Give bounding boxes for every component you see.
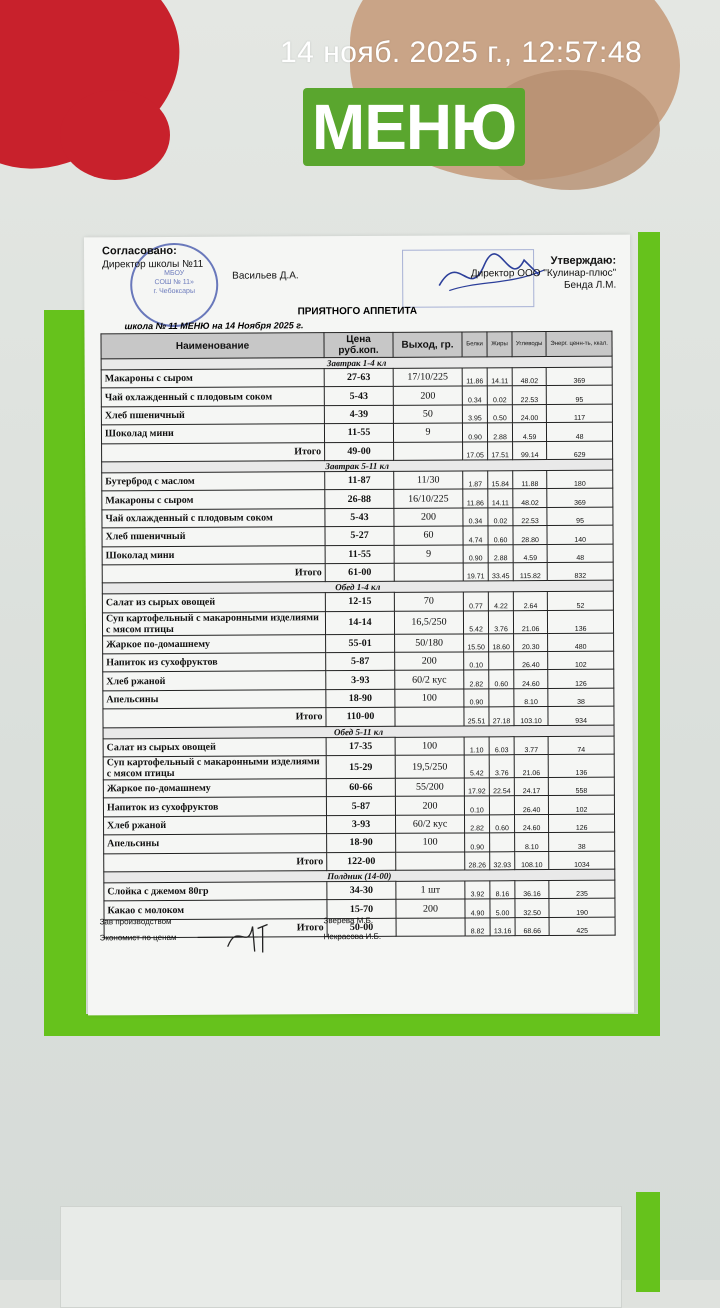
row-output: 55/200 xyxy=(395,778,464,797)
row-fat xyxy=(490,833,515,852)
row-energy: 480 xyxy=(548,633,614,652)
table-row xyxy=(102,610,613,636)
row-protein: 25.51 xyxy=(464,707,489,726)
table-row xyxy=(103,670,614,691)
table-row xyxy=(102,591,613,612)
col-energy: Энерг. ценн-ть, ккал. xyxy=(546,331,612,356)
row-fat: 0.60 xyxy=(488,526,513,545)
table-row xyxy=(102,489,613,510)
menu-table xyxy=(100,331,615,942)
table-row xyxy=(103,814,614,835)
row-price: 5-43 xyxy=(325,508,394,527)
row-price: 12-15 xyxy=(325,593,394,612)
row-price: 11-87 xyxy=(325,471,394,490)
row-price: 61-00 xyxy=(325,563,394,582)
row-fat xyxy=(489,652,514,671)
frame-right xyxy=(638,232,660,1036)
row-price: 5-43 xyxy=(324,387,393,406)
row-price: 49-00 xyxy=(325,442,394,461)
row-output: 9 xyxy=(393,423,462,442)
table-row xyxy=(102,525,613,546)
row-price: 3-93 xyxy=(326,815,395,834)
row-protein: 17.92 xyxy=(464,778,489,797)
row-fat: 0.60 xyxy=(489,670,514,689)
row-protein: 0.90 xyxy=(462,423,487,442)
table-row xyxy=(101,386,612,407)
row-carbs: 4.59 xyxy=(512,423,546,442)
row-energy: 190 xyxy=(549,899,615,918)
row-price: 14-14 xyxy=(325,611,394,634)
lower-frame-right xyxy=(636,1192,660,1292)
row-price: 55-01 xyxy=(326,634,395,653)
row-fat: 32.93 xyxy=(490,851,515,870)
row-fat: 2.88 xyxy=(488,544,513,563)
row-energy: 95 xyxy=(547,507,613,526)
row-price: 18-90 xyxy=(326,689,395,708)
row-name: Бутерброд с маслом xyxy=(102,472,325,492)
row-output: 200 xyxy=(395,652,464,671)
row-name: Суп картофельный с макаронными изделиями с мясом птицы xyxy=(103,756,326,780)
row-output: 200 xyxy=(395,796,464,815)
row-price: 11-55 xyxy=(325,545,394,564)
row-output: 60/2 кус xyxy=(395,670,464,689)
row-fat: 6.03 xyxy=(489,736,514,755)
row-name: Хлеб ржаной xyxy=(103,671,326,691)
row-energy: 1034 xyxy=(549,851,615,870)
total-row xyxy=(102,562,613,583)
frame-bottom xyxy=(44,1014,660,1036)
row-output: 9 xyxy=(394,544,463,563)
row-output xyxy=(396,918,465,937)
row-price: 15-70 xyxy=(327,900,396,919)
row-name: Жаркое по-домашнему xyxy=(103,634,326,654)
row-protein: 2.82 xyxy=(464,815,489,834)
row-name: Слойка с джемом 80гр xyxy=(104,882,327,902)
table-row xyxy=(102,470,613,491)
row-protein: 0.90 xyxy=(464,689,489,708)
row-protein: 0.90 xyxy=(465,833,490,852)
row-carbs: 4.59 xyxy=(513,544,547,563)
row-protein: 0.77 xyxy=(463,592,488,611)
row-fat: 33.45 xyxy=(488,563,513,582)
total-label: Итого xyxy=(102,442,325,462)
row-name: Шоколад мини xyxy=(101,424,324,444)
row-protein: 0.90 xyxy=(463,544,488,563)
row-output: 16,5/250 xyxy=(394,611,463,634)
table-row xyxy=(101,404,612,425)
row-name: Чай охлажденный с плодовым соком xyxy=(102,508,325,528)
table-row xyxy=(101,367,612,388)
row-carbs: 24.00 xyxy=(512,404,546,423)
row-energy: 832 xyxy=(547,562,613,581)
row-carbs: 28.80 xyxy=(513,526,547,545)
row-protein: 15.50 xyxy=(464,634,489,653)
row-fat: 18.60 xyxy=(489,633,514,652)
row-protein: 17.05 xyxy=(463,441,488,460)
row-price: 11-55 xyxy=(324,423,393,442)
row-energy: 136 xyxy=(548,754,614,777)
approved-block xyxy=(102,244,299,283)
row-name: Макароны с сыром xyxy=(101,369,324,389)
row-name: Хлеб пшеничный xyxy=(102,527,325,547)
row-fat: 13.16 xyxy=(490,917,515,936)
stamp-line: г. Чебоксары xyxy=(153,287,195,296)
row-energy: 38 xyxy=(548,688,614,707)
row-protein: 3.92 xyxy=(465,881,490,900)
row-carbs: 22.53 xyxy=(513,507,547,526)
col-fat: Жиры xyxy=(487,332,512,357)
section-title: Завтрак 5-11 кл xyxy=(102,459,613,473)
row-price: 5-87 xyxy=(326,797,395,816)
row-fat: 14.11 xyxy=(488,489,513,508)
row-energy: 235 xyxy=(549,880,615,899)
row-fat xyxy=(489,689,514,708)
lower-frame xyxy=(60,1192,660,1292)
total-row xyxy=(103,706,614,727)
row-fat xyxy=(489,796,514,815)
row-energy: 126 xyxy=(548,670,614,689)
table-row xyxy=(103,796,614,817)
row-price: 26-88 xyxy=(325,490,394,509)
total-label: Итого xyxy=(104,852,327,872)
row-carbs: 32.50 xyxy=(515,899,549,918)
row-carbs: 48.02 xyxy=(513,489,547,508)
row-protein: 19.71 xyxy=(463,563,488,582)
row-fat: 3.76 xyxy=(489,755,514,778)
total-row xyxy=(104,851,615,872)
row-energy: 136 xyxy=(548,610,614,633)
row-name: Жаркое по-домашнему xyxy=(103,779,326,799)
row-price: 27-63 xyxy=(324,368,393,387)
row-fat: 15.84 xyxy=(488,471,513,490)
row-carbs: 103.10 xyxy=(514,707,548,726)
row-output: 100 xyxy=(396,833,465,852)
row-fat: 8.16 xyxy=(490,881,515,900)
row-energy: 369 xyxy=(547,489,613,508)
row-protein: 0.10 xyxy=(464,652,489,671)
row-energy: 48 xyxy=(547,544,613,563)
row-carbs: 26.40 xyxy=(514,796,548,815)
row-price: 5-87 xyxy=(326,652,395,671)
table-row xyxy=(103,777,614,798)
col-output: Выход, гр. xyxy=(393,332,462,357)
row-protein: 1.87 xyxy=(463,471,488,490)
row-output: 17/10/225 xyxy=(393,368,462,387)
footer-role-2: Экономист по ценам xyxy=(99,932,177,943)
row-fat: 22.54 xyxy=(489,778,514,797)
col-carbs: Углеводы xyxy=(512,332,546,357)
row-fat: 17.51 xyxy=(488,441,513,460)
row-price: 17-35 xyxy=(326,737,395,756)
menu-title: ПРИЯТНОГО АППЕТИТА xyxy=(297,305,418,318)
footer-role-1: Зав производством xyxy=(99,916,172,927)
row-price: 18-90 xyxy=(327,834,396,853)
row-carbs: 21.06 xyxy=(513,610,547,633)
row-carbs: 2.64 xyxy=(513,592,547,611)
approved-role: Директор школы №11 xyxy=(102,258,204,271)
row-energy: 74 xyxy=(548,736,614,755)
lower-sheet xyxy=(60,1206,622,1308)
row-energy: 369 xyxy=(546,367,612,386)
row-fat: 0.02 xyxy=(487,386,512,405)
row-name: Какао с молоком xyxy=(104,900,327,920)
row-output: 100 xyxy=(395,689,464,708)
row-output: 60 xyxy=(394,526,463,545)
row-protein: 4.90 xyxy=(465,899,490,918)
row-fat: 4.22 xyxy=(488,592,513,611)
row-name: Апельсины xyxy=(104,834,327,854)
row-energy: 629 xyxy=(547,441,613,460)
confirm-title: Утверждаю: xyxy=(550,254,617,267)
section-title: Обед 5-11 кл xyxy=(103,725,614,739)
row-name: Напиток из сухофруктов xyxy=(103,797,326,817)
row-output: 100 xyxy=(395,737,464,756)
row-name: Хлеб пшеничный xyxy=(101,405,324,425)
row-fat: 2.88 xyxy=(487,423,512,442)
approved-name: Васильев Д.А. xyxy=(232,270,299,282)
row-energy: 38 xyxy=(549,832,615,851)
row-carbs: 20.30 xyxy=(514,633,548,652)
table-row xyxy=(101,422,612,443)
row-protein: 11.86 xyxy=(462,368,487,387)
total-label: Итого xyxy=(104,918,327,938)
row-output: 200 xyxy=(396,899,465,918)
col-price: Цена руб.коп. xyxy=(324,332,393,357)
row-energy: 48 xyxy=(547,422,613,441)
table-row xyxy=(103,754,614,780)
row-carbs: 24.60 xyxy=(514,814,548,833)
menu-subtitle: школа № 11 МЕНЮ на 14 Ноября 2025 г. xyxy=(124,320,304,332)
table-row xyxy=(104,880,615,901)
footer-name-2: Некрасова И.Б. xyxy=(323,931,382,942)
section-title: Завтрак 1-4 кл xyxy=(101,356,612,370)
red-decoration-2 xyxy=(60,90,170,180)
table-row xyxy=(104,832,615,853)
total-label: Итого xyxy=(102,564,325,584)
table-row xyxy=(103,651,614,672)
total-row xyxy=(102,441,613,462)
row-output: 16/10/225 xyxy=(394,489,463,508)
photo-timestamp: 14 нояб. 2025 г., 12:57:48 xyxy=(280,36,643,69)
row-price: 122-00 xyxy=(327,852,396,871)
economist-signature xyxy=(223,916,283,956)
row-price: 34-30 xyxy=(327,881,396,900)
frame-left xyxy=(44,310,86,1036)
row-carbs: 21.06 xyxy=(514,755,548,778)
table-row xyxy=(103,688,614,709)
row-price: 15-29 xyxy=(326,755,395,778)
row-name: Чай охлажденный с плодовым соком xyxy=(101,387,324,407)
row-carbs: 36.16 xyxy=(515,880,549,899)
row-price: 50-00 xyxy=(327,918,396,937)
row-price: 110-00 xyxy=(326,708,395,727)
table-row xyxy=(102,544,613,565)
row-protein: 5.42 xyxy=(463,611,488,634)
row-carbs: 24.17 xyxy=(514,778,548,797)
row-carbs: 99.14 xyxy=(513,441,547,460)
row-output xyxy=(396,852,465,871)
row-protein: 28.26 xyxy=(465,851,490,870)
row-protein: 0.34 xyxy=(462,386,487,405)
row-output xyxy=(394,563,463,582)
table-row xyxy=(103,633,614,654)
row-carbs: 68.66 xyxy=(515,917,549,936)
row-output: 1 шт xyxy=(396,881,465,900)
row-name: Напиток из сухофруктов xyxy=(103,653,326,673)
col-protein: Белки xyxy=(462,332,487,357)
row-energy: 140 xyxy=(547,525,613,544)
confirm-block xyxy=(471,255,617,293)
col-name: Наименование xyxy=(101,333,324,359)
row-name: Салат из сырых овощей xyxy=(102,593,325,613)
row-output: 19,5/250 xyxy=(395,755,464,778)
row-energy: 425 xyxy=(549,917,615,936)
row-output: 200 xyxy=(393,386,462,405)
row-protein: 3.95 xyxy=(462,405,487,424)
table-row xyxy=(103,736,614,757)
row-name: Апельсины xyxy=(103,690,326,710)
row-name: Макароны с сыром xyxy=(102,490,325,510)
row-energy: 558 xyxy=(549,777,615,796)
table-row xyxy=(102,507,613,528)
row-carbs: 22.53 xyxy=(512,386,546,405)
table-header-row xyxy=(101,331,612,359)
row-price: 60-66 xyxy=(326,778,395,797)
section-title: Полдник (14-00) xyxy=(104,869,615,883)
row-output: 60/2 кус xyxy=(395,815,464,834)
row-fat: 14.11 xyxy=(487,368,512,387)
row-carbs: 48.02 xyxy=(512,368,546,387)
row-name: Суп картофельный с макаронными изделиями с мясом птицы xyxy=(102,611,325,635)
row-protein: 11.86 xyxy=(463,489,488,508)
row-output xyxy=(395,707,464,726)
row-protein: 2.82 xyxy=(464,670,489,689)
row-carbs: 11.88 xyxy=(513,470,547,489)
row-carbs: 8.10 xyxy=(514,688,548,707)
row-carbs: 8.10 xyxy=(515,833,549,852)
row-name: Шоколад мини xyxy=(102,545,325,565)
row-protein: 0.34 xyxy=(463,508,488,527)
row-fat: 0.60 xyxy=(489,815,514,834)
menu-body xyxy=(101,356,615,938)
row-carbs: 3.77 xyxy=(514,736,548,755)
confirm-role: Директор ООО "Кулинар-плюс" xyxy=(470,267,617,280)
stamp-line: СОШ № 11» xyxy=(154,278,194,287)
total-label: Итого xyxy=(103,708,326,728)
row-energy: 126 xyxy=(549,814,615,833)
row-protein: 5.42 xyxy=(464,755,489,778)
row-protein: 4.74 xyxy=(463,526,488,545)
row-fat: 0.50 xyxy=(487,404,512,423)
menu-sheet xyxy=(84,235,634,1016)
row-fat: 27.18 xyxy=(489,707,514,726)
footer-name-1: Зверева М.Б. xyxy=(323,915,374,926)
row-carbs: 26.40 xyxy=(514,652,548,671)
row-carbs: 24.60 xyxy=(514,670,548,689)
row-price: 5-27 xyxy=(325,526,394,545)
stamp-line: МБОУ xyxy=(164,269,185,278)
row-fat: 0.02 xyxy=(488,507,513,526)
row-output: 70 xyxy=(394,592,463,611)
row-energy: 102 xyxy=(548,651,614,670)
row-energy: 117 xyxy=(547,404,613,423)
row-output: 11/30 xyxy=(394,471,463,490)
row-carbs: 108.10 xyxy=(515,851,549,870)
row-energy: 52 xyxy=(548,591,614,610)
confirm-name: Бенда Л.М. xyxy=(563,279,617,291)
menu-sign: МЕНЮ xyxy=(303,88,525,166)
row-output xyxy=(394,442,463,461)
row-protein: 1.10 xyxy=(464,736,489,755)
row-output: 50/180 xyxy=(395,634,464,653)
row-energy: 180 xyxy=(547,470,613,489)
row-output: 50 xyxy=(393,405,462,424)
row-energy: 934 xyxy=(548,706,614,725)
section-title: Обед 1-4 кл xyxy=(102,580,613,594)
row-protein: 8.82 xyxy=(465,918,490,937)
row-name: Салат из сырых овощей xyxy=(103,737,326,757)
row-carbs: 115.82 xyxy=(513,562,547,581)
row-energy: 102 xyxy=(549,796,615,815)
row-output: 200 xyxy=(394,508,463,527)
row-fat: 3.76 xyxy=(488,610,513,633)
row-price: 3-93 xyxy=(326,671,395,690)
row-energy: 95 xyxy=(546,386,612,405)
row-name: Хлеб ржаной xyxy=(103,815,326,835)
row-protein: 0.10 xyxy=(464,796,489,815)
row-fat: 5.00 xyxy=(490,899,515,918)
row-price: 4-39 xyxy=(324,405,393,424)
approved-title: Согласовано: xyxy=(102,244,177,258)
